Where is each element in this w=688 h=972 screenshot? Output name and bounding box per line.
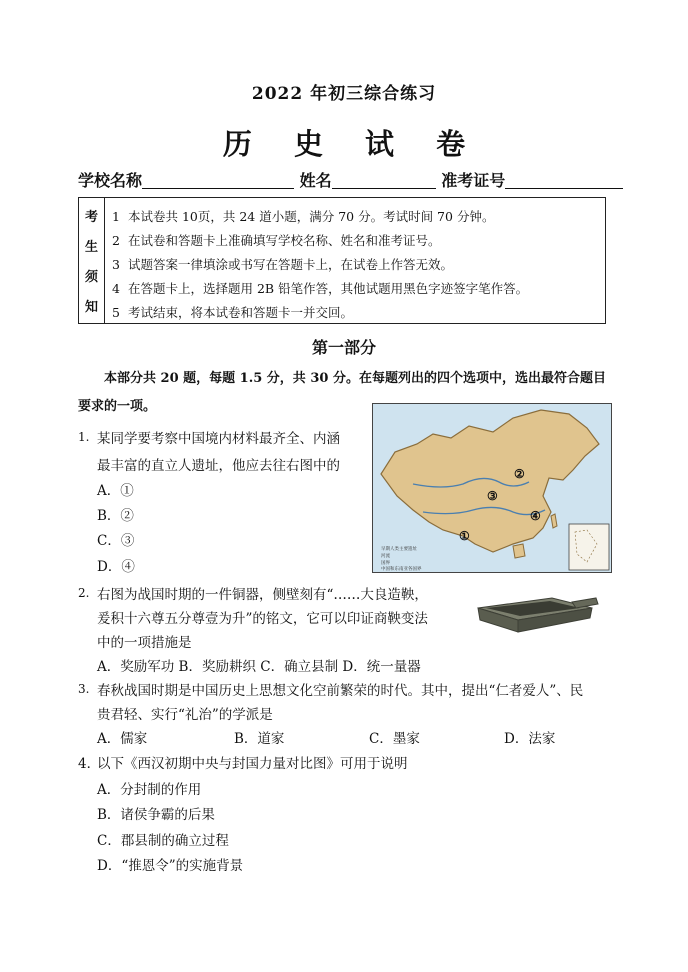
answer-option[interactable]: B．② [97,508,134,524]
question-number: 3. [78,682,90,696]
question-number: 4． [78,756,101,772]
notice-heading-char: 生 [84,240,98,255]
answer-option[interactable]: A．儒家 [97,731,148,747]
section-intro: 本部分共 20 题，每题 1.5 分，共 30 分。在每题列出的四个选项中，选出最符合题目要求的一项。 [78,371,606,414]
question-text: 贵君轻、实行“礼治”的学派是 [97,707,273,723]
answer-option[interactable]: C．③ [97,533,135,549]
answer-option[interactable]: A．分封制的作用 [97,782,202,798]
notice-item: 4 在答题卡上，选择题用 2B 铅笔作答，其他试题用黑色字迹签字笔作答。 [112,281,529,296]
answer-option[interactable]: D．“推恩令”的实施背景 [97,858,244,874]
exam-id-label: 准考证号 [441,171,506,190]
map-marker-2: ② [514,467,525,481]
answer-option[interactable]: B．道家 [234,731,285,747]
question-text: 中的一项措施是 [97,635,192,651]
question-number: 2. [78,586,90,600]
notice-heading-char: 知 [84,300,98,315]
question-text: 以下《西汉初期中央与封国力量对比图》可用于说明 [97,756,408,772]
south-sea-inset [569,524,609,570]
answer-option[interactable]: C．墨家 [369,731,420,747]
map-marker-3: ③ [487,489,498,503]
question-text: 某同学要考察中国境内材料最齐全、内涵 [97,431,340,447]
legend-sea-border: 中国和东南亚各国界 [381,567,422,572]
exam-id-field[interactable] [505,173,623,189]
legend-border: 国界 [381,561,390,566]
answer-option[interactable]: C．郡县制的确立过程 [97,833,229,849]
answer-option[interactable]: D．法家 [504,731,556,747]
notice-item: 1 本试卷共 10页，共 24 道小题，满分 70 分。考试时间 70 分钟。 [112,209,495,224]
question-text: 右图为战国时期的一件铜器，侧壁刻有“……大良造鞅， [97,587,428,603]
student-info-line [78,168,623,191]
question-text: 爰积十六尊五分尊壹为升”的铭文，它可以印证商鞅变法 [97,611,428,627]
question-number: 1. [78,430,90,444]
bronze-vessel-graphic [472,586,600,638]
answer-option[interactable]: B．诸侯争霸的后果 [97,807,215,823]
school-label: 学校名称 [78,171,143,190]
notice-heading [79,198,105,323]
bronze-measure-image [472,586,600,638]
question-text: 春秋战国时期是中国历史上思想文化空前繁荣的时代。其中，提出“仁者爱人”、民 [97,683,584,699]
china-map [372,403,612,573]
notice-heading-char: 考 [84,210,98,225]
name-label: 姓名 [299,171,332,190]
section-title: 第一部分 [311,338,376,357]
notice-heading-char: 须 [84,270,98,285]
legend-rivers: 河流 [381,554,390,559]
hainan [513,544,525,558]
name-field[interactable] [332,173,436,189]
legend-sites: 早期人类主要遗址 [381,547,417,552]
question-text: 最丰富的直立人遗址，他应去往右图中的 [97,458,340,474]
notice-box [78,197,606,324]
answer-option[interactable]: A．奖励军功 B．奖励耕织 C．确立县制 D．统一量器 [97,659,421,675]
notice-item: 2 在试卷和答题卡上准确填写学校名称、姓名和准考证号。 [112,233,441,248]
answer-option[interactable]: A．① [97,483,134,499]
map-marker-1: ① [459,529,470,543]
china-map-graphic [373,404,611,572]
exam-subtitle: 2022 年初三综合练习 [251,84,437,104]
exam-title: 历 史 试 卷 [222,127,482,161]
notice-item: 3 试题答案一律填涂或书写在答题卡上，在试卷上作答无效。 [112,257,454,272]
answer-option[interactable]: D．④ [97,559,135,575]
notice-item: 5 考试结束，将本试卷和答题卡一并交回。 [112,305,354,320]
map-marker-4: ④ [530,509,541,523]
school-field[interactable] [142,173,294,189]
